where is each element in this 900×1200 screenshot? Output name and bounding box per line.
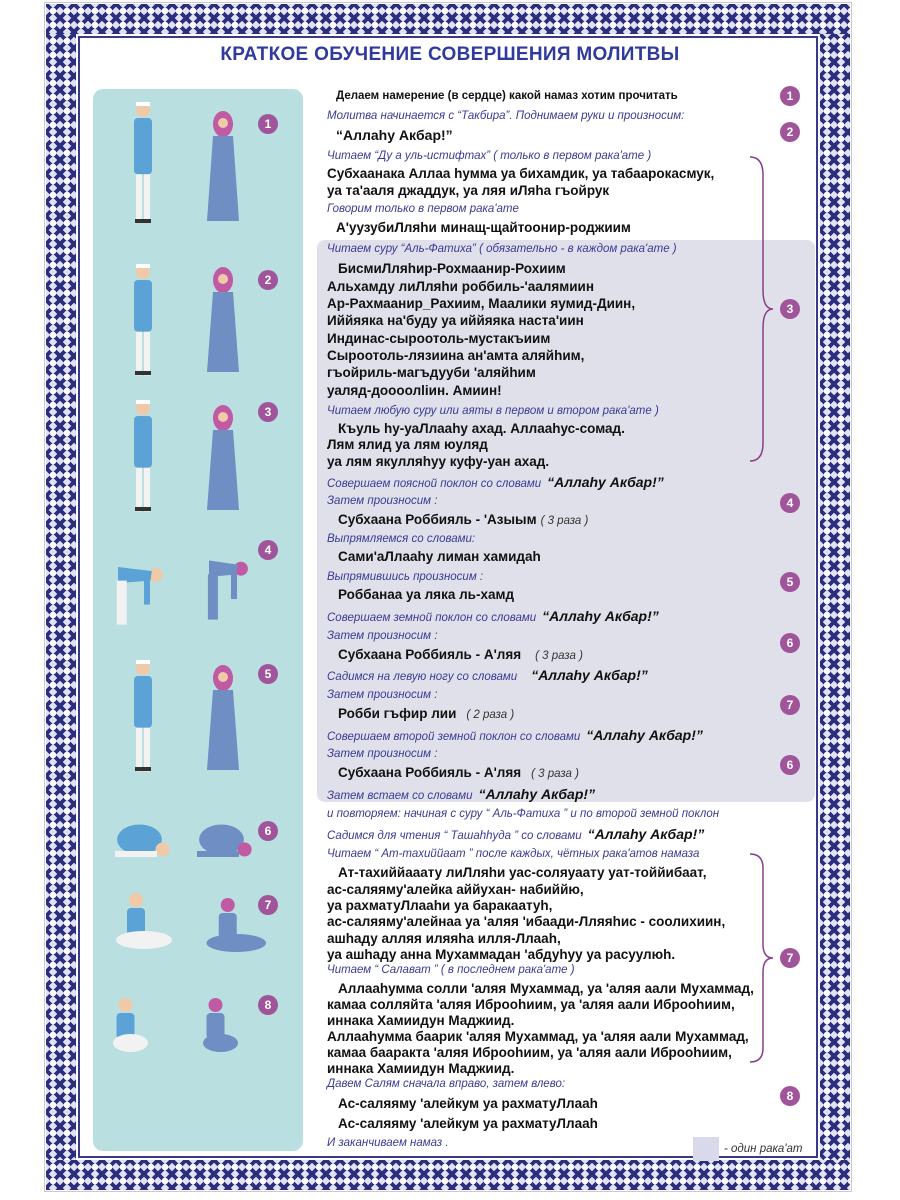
prayer-text: уаляд-доооолliин. Амиин!	[327, 383, 502, 398]
prayer-text: камаа бааракта 'аляя Иброоhиим, уа 'аляя аали Иброоhиим,	[327, 1045, 732, 1060]
ornament-border-right	[820, 34, 850, 1160]
prayer-text: ас-саляяму'алейнаа уа 'аляя 'ибаади-Лляяhис - соолихиин,	[327, 914, 726, 929]
woman-ruku-icon	[198, 540, 253, 622]
repeat-count: ( 3 раза )	[540, 515, 589, 527]
instruction-note: и повторяем: начиная с суру “ Аль-Фатиха ” и по второй земной поклон	[327, 808, 720, 820]
prayer-text: Иййяяка на'буду уа иййяяка наста'иин	[327, 313, 584, 328]
instruction-note: Говорим только в первом рака'ате	[327, 203, 519, 215]
instruction-note: Затем произносим :	[327, 630, 438, 642]
prayer-text: уа та'ааля джаддук, уа ляя иЛяhа гъойрук	[327, 183, 610, 198]
figure-step-badge: 7	[258, 895, 278, 915]
prayer-text: иннака Хамиидун Маджиид.	[327, 1013, 515, 1028]
man-takbir-icon	[118, 262, 168, 377]
takbir-text: “Аллаhу Акбар!”	[542, 608, 659, 624]
step-badge: 7	[780, 695, 800, 715]
ornament-border-top	[46, 4, 850, 34]
figure-step-badge: 5	[258, 664, 278, 684]
instruction-note: Затем произносим :	[327, 689, 438, 701]
brace-icon	[745, 155, 775, 465]
instruction-note: Выпрямившись произносим :	[327, 571, 484, 583]
prayer-text: Ат-тахиййааату лиЛляhи уас-соляуаату уат-тоййибаат,	[338, 865, 707, 880]
instruction-note: Затем произносим :	[327, 748, 438, 760]
woman-salam-icon	[198, 995, 248, 1053]
prayer-text: Ас-саляяму 'алейкум уа рахматуЛлааh	[338, 1116, 598, 1131]
prayer-text: ас-саляяму'алейка аййухан- набиййю,	[327, 882, 584, 897]
instruction-note: Затем встаем со словами “Аллаhу Акбар!”	[327, 786, 596, 802]
woman-takbir-icon	[198, 266, 248, 376]
step-badge: 6	[780, 633, 800, 653]
instruction-note: Читаем любую суру или аяты в первом и втором рака'ате )	[327, 405, 659, 417]
prayer-text: Аллааhумма солли 'аляя Мухаммад, уа 'аляя аали Мухаммад,	[338, 981, 754, 996]
prayer-text: Индинас-сыроотоль-мустакъиим	[327, 331, 551, 346]
ornament-border-bottom	[46, 1160, 850, 1190]
prayer-text: ашhаду алляя иляяhа илля-Ллааh,	[327, 931, 561, 946]
instruction-note: Читаем “ Салават ” ( в последнем рака'ате )	[327, 964, 575, 976]
prayer-text: уа ашhаду анна Мухаммадан 'абдуhуу уа расуулюh.	[327, 947, 676, 962]
instruction-note: Давем Салям сначала вправо, затем влево:	[327, 1078, 566, 1090]
instruction-note: Читаем “Ду а уль-истифтах” ( только в первом рака'ате )	[327, 150, 652, 162]
instruction-note: Садимся на левую ногу со словами “Аллаhу Акбар!”	[327, 667, 648, 683]
instruction-note: Совершаем поясной поклон со словами “Аллаhу Акбар!”	[327, 474, 664, 490]
legend-swatch	[693, 1137, 719, 1161]
page-title: КРАТКОЕ ОБУЧЕНИЕ СОВЕРШЕНИЯ МОЛИТВЫ	[220, 44, 680, 65]
woman-standing-icon	[198, 110, 248, 225]
prayer-text: А'уузубиЛляhи минащ-щайтоонир-роджиим	[336, 220, 631, 235]
instruction-note: Читаем суру “Аль-Фатиха” ( обязательно - в каждом рака'ате )	[327, 243, 677, 255]
instruction-note: Молитва начинается с “Такбира”. Поднимаем руки и произносим:	[327, 110, 685, 122]
prayer-text: БисмиЛляhир-Рохмаанир-Рохиим	[338, 261, 566, 276]
step-badge: 1	[780, 86, 800, 106]
instruction-note: Совершаем второй земной поклон со словами “Аллаhу Акбар!”	[327, 727, 703, 743]
takbir-text: “Аллаhу Акбар!”	[336, 127, 453, 143]
takbir-text: “Аллаhу Акбар!”	[586, 727, 703, 743]
step-badge: 2	[780, 122, 800, 142]
prayer-text: Ар-Рахмаанир_Рахиим, Маалики яумид-Диин,	[327, 296, 636, 311]
takbir-text: “Аллаhу Акбар!”	[478, 786, 596, 802]
brace-icon	[745, 852, 775, 1066]
figure-step-badge: 8	[258, 995, 278, 1015]
prayer-text: Сыроотоль-лязиина ан'амта аляйhим,	[327, 348, 585, 363]
prayer-text: Субхаана Роббияль - 'Азыым ( 3 раза )	[338, 512, 589, 527]
prayer-text: Субхаана Роббияль - А'ляя ( 3 раза )	[338, 765, 579, 780]
prayer-text: иннака Хамиидун Маджиид.	[327, 1061, 515, 1076]
prayer-text: Лям ялид уа лям юуляд	[327, 437, 488, 452]
step-badge: 5	[780, 572, 800, 592]
instruction-note: Читаем “ Ат-тахиййаат ” после каждых, чётных рака'атов намаза	[327, 848, 700, 860]
man-salam-icon	[108, 995, 158, 1053]
figure-step-badge: 1	[258, 114, 278, 134]
instruction-note: Совершаем земной поклон со словами “Аллаhу Акбар!”	[327, 608, 659, 624]
prayer-text: Роббанаа уа ляка ль-хамд	[338, 587, 515, 602]
woman-sujud-icon	[190, 812, 260, 862]
prayer-text: Субхаанака Аллаа hумма уа бихамдик, уа табаарокасмук,	[327, 166, 715, 181]
prayer-text: Робби гъфир лии ( 2 раза )	[338, 706, 515, 721]
man-standing-icon	[118, 100, 168, 225]
prayer-text: гъойриль-магъдууби 'аляйhим	[327, 365, 536, 380]
intention-text: Делаем намерение (в сердце) какой намаз хотим прочитать	[336, 90, 678, 102]
instruction-note: Затем произносим :	[327, 495, 438, 507]
figure-step-badge: 2	[258, 270, 278, 290]
takbir-text: “Аллаhу Акбар!”	[547, 474, 664, 490]
man-sitting-icon	[108, 890, 188, 950]
prayer-text: Альхамду лиЛляhи роббиль-'аалямиин	[327, 279, 594, 294]
legend-label: - один рака'ат	[724, 1143, 803, 1155]
prayer-text: Аллааhумма баарик 'аляя Мухаммад, уа 'аляя аали Мухаммад,	[327, 1029, 749, 1044]
figure-step-badge: 3	[258, 402, 278, 422]
figure-step-badge: 4	[258, 540, 278, 560]
takbir-text: “Аллаhу Акбар!”	[587, 826, 705, 842]
woman-qiyam-icon	[198, 404, 248, 514]
instruction-note: Садимся для чтения “ Ташаhhуда ” со словами “Аллаhу Акбар!”	[327, 826, 705, 842]
repeat-count: ( 2 раза )	[466, 709, 515, 721]
repeat-count: ( 3 раза )	[531, 768, 579, 780]
prayer-text: Субхаана Роббияль - А'ляя ( 3 раза )	[338, 647, 583, 662]
instruction-note: И заканчиваем намаз .	[327, 1137, 449, 1149]
prayer-text: уа рахматуЛлааhи уа баракаатуh,	[327, 898, 553, 913]
prayer-text: Сами'аЛлааhу лиман хамидаh	[338, 549, 541, 564]
step-badge: 8	[780, 1086, 800, 1106]
repeat-count: ( 3 раза )	[535, 650, 583, 662]
instruction-note: Выпрямляемся со словами:	[327, 533, 476, 545]
prayer-text: Къуль hу-уаЛлааhу ахад. Аллааhус-сомад.	[338, 421, 625, 436]
prayer-text: уа лям якулляhуу куфу-уан ахад.	[327, 454, 550, 469]
prayer-text: Ас-саляяму 'алейкум уа рахматуЛлааh	[338, 1096, 598, 1111]
ornament-border-left	[46, 34, 76, 1160]
takbir-text: “Аллаhу Акбар!”	[531, 667, 648, 683]
man-ruku-icon	[105, 547, 170, 627]
man-sujud-icon	[108, 812, 178, 862]
prayer-text: камаа солляйта 'аляя Иброоhиим, уа 'аляя аали Иброоhиим,	[327, 997, 735, 1012]
woman-standing-icon	[198, 664, 248, 774]
step-badge: 6	[780, 755, 800, 775]
figure-step-badge: 6	[258, 821, 278, 841]
man-standing-icon	[118, 658, 168, 773]
step-badge: 3	[780, 299, 800, 319]
step-badge: 4	[780, 493, 800, 513]
man-qiyam-icon	[118, 398, 168, 513]
step-badge: 7	[780, 948, 800, 968]
